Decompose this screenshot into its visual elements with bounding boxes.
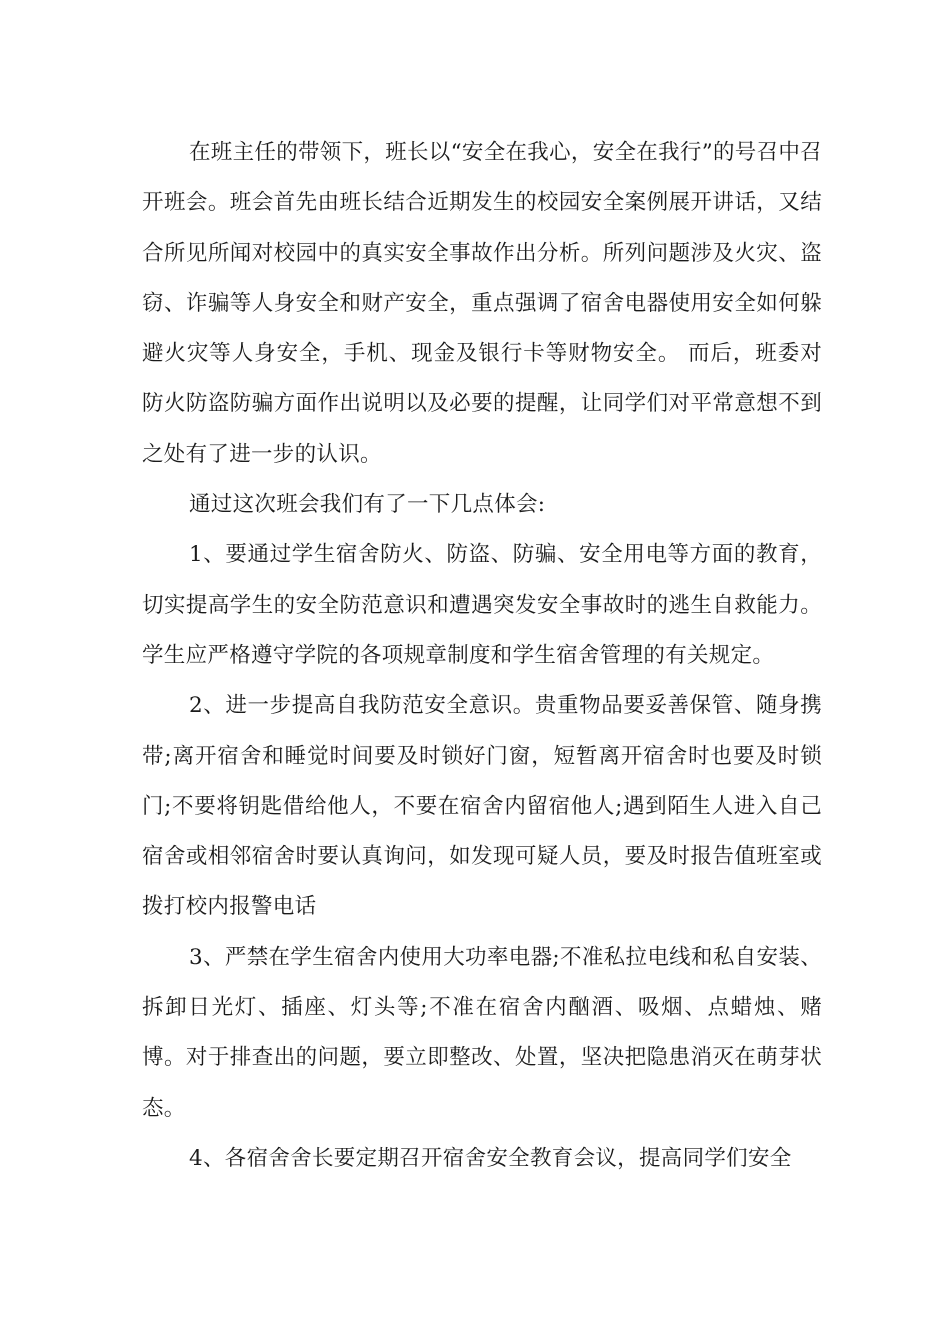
paragraph-point-2: 2、进一步提高自我防范安全意识。贵重物品要妥善保管、随身携带;离开宿舍和睡觉时间要及时锁好门窗，短暂离开宿舍时也要及时锁门;不要将钥匙借给他人，不要在宿舍内留宿他人;遇到陌生人进入自己宿舍或相邻宿舍时要认真询问，如发现可疑人员，要及时报告值班室或拨打校内报警电话 bbox=[142, 693, 822, 920]
paragraph-point-1: 1、要通过学生宿舍防火、防盗、防骗、安全用电等方面的教育，切实提高学生的安全防范意识和遭遇突发安全事故时的逃生自救能力。学生应严格遵守学院的各项规章制度和学生宿舍管理的有关规定。 bbox=[142, 542, 822, 668]
paragraph-takeaways-intro: 通过这次班会我们有了一下几点体会: bbox=[189, 492, 546, 518]
paragraph-point-4: 4、各宿舍舍长要定期召开宿舍安全教育会议，提高同学们安全 bbox=[189, 1145, 792, 1171]
paragraph-point-3: 3、严禁在学生宿舍内使用大功率电器;不准私拉电线和私自安装、拆卸日光灯、插座、灯头等;不准在宿舍内酗酒、吸烟、点蜡烛、赌博。对于排查出的问题，要立即整改、处置，坚决把隐患消灭在萌芽状态。 bbox=[142, 944, 822, 1121]
paragraph-meeting-summary: 在班主任的带领下，班长以“安全在我心，安全在我行”的号召中召开班会。班会首先由班长结合近期发生的校园安全案例展开讲话，又结合所见所闻对校园中的真实安全事故作出分析。所列问题涉及火灾、盗窃、诈骗等人身安全和财产安全，重点强调了宿舍电器使用安全如何躲避火灾等人身安全，手机、现金及银行卡等财物安全。 而后，班委对防火防盗防骗方面作出说明以及必要的提醒，让同学们对平常意想不到之处有了进一步的认识。 bbox=[142, 140, 822, 467]
document-body bbox=[142, 128, 822, 1184]
